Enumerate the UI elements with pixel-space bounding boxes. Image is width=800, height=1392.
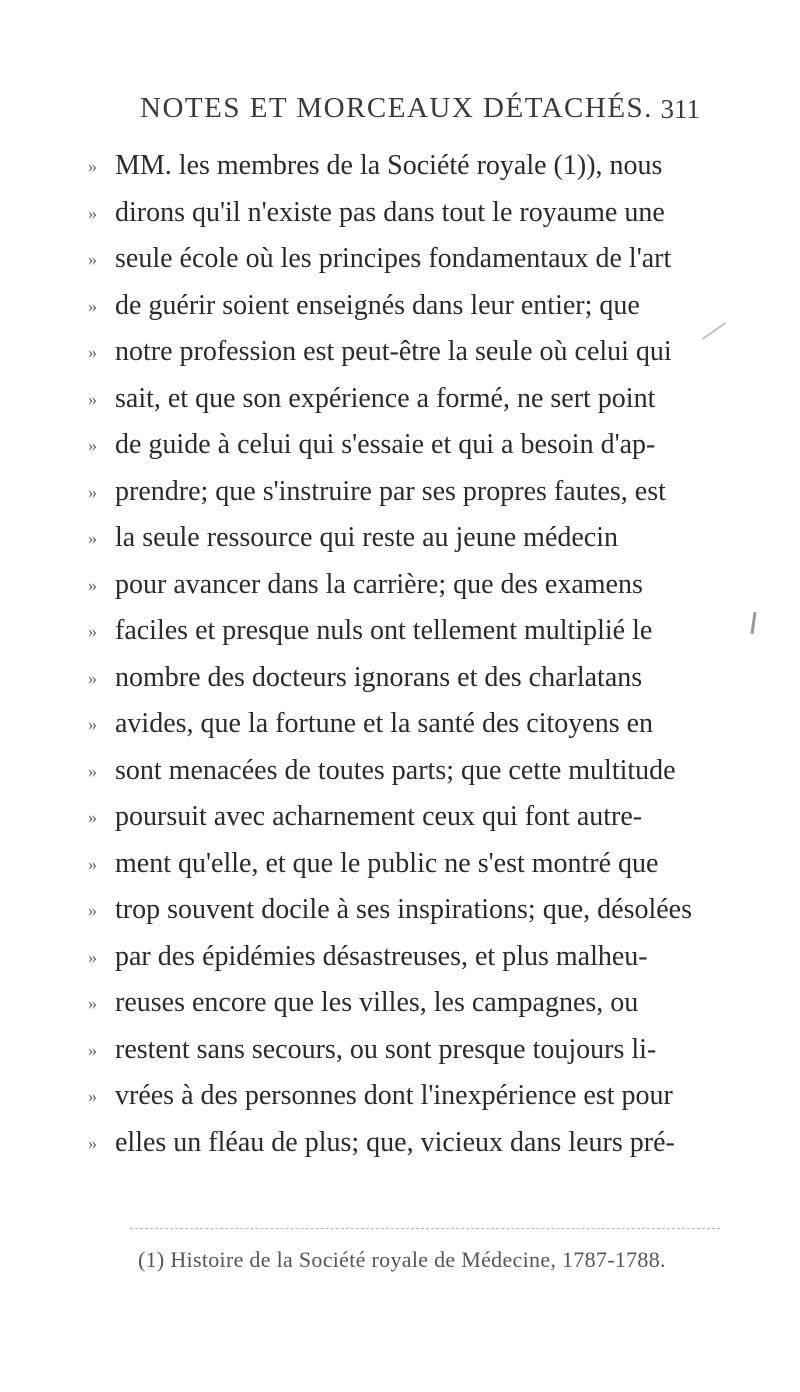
quotation-mark: » xyxy=(88,621,97,641)
line-text: ment qu'elle, et que le public ne s'est montré que xyxy=(115,847,659,879)
quotation-mark: » xyxy=(88,481,97,502)
quotation-mark: » xyxy=(88,853,97,874)
line-text: trop souvent docile à ses inspirations; que, désolées xyxy=(115,894,692,925)
text-line xyxy=(88,562,718,609)
text-line xyxy=(88,515,718,562)
text-line xyxy=(88,283,718,330)
text-line xyxy=(88,190,718,237)
line-text: restent sans secours, ou sont presque toujours li- xyxy=(115,1033,657,1065)
line-text: elles un fléau de plus; que, vicieux dans leurs pré- xyxy=(115,1126,675,1158)
page-number: 311 xyxy=(660,94,700,124)
quotation-mark: » xyxy=(88,249,97,269)
line-text: de guérir soient enseignés dans leur entier; que xyxy=(115,289,640,321)
text-line xyxy=(88,1120,718,1167)
text-line xyxy=(88,980,718,1027)
text-line xyxy=(88,143,718,190)
page-header xyxy=(140,92,700,136)
line-text: seule école où les principes fondamentaux de l'art xyxy=(115,243,672,274)
line-text: MM. les membres de la Société royale (1)), nous xyxy=(115,150,663,181)
text-line xyxy=(88,236,718,283)
quotation-mark: » xyxy=(88,667,97,688)
line-text: de guide à celui qui s'essaie et qui a besoin d'ap- xyxy=(115,429,656,460)
text-line xyxy=(88,608,718,655)
text-line xyxy=(88,655,718,702)
quotation-mark: » xyxy=(88,714,97,734)
text-line xyxy=(88,748,718,795)
quotation-mark: » xyxy=(88,528,97,548)
running-title: NOTES ET MORCEAUX DÉTACHÉS. xyxy=(140,92,653,124)
line-text: par des épidémies désastreuses, et plus malheu- xyxy=(115,940,648,972)
line-text: sait, et que son expérience a formé, ne sert point xyxy=(115,382,656,414)
quotation-mark: » xyxy=(88,435,97,455)
text-line xyxy=(88,794,718,841)
text-line xyxy=(88,841,718,888)
text-line xyxy=(88,469,718,516)
quotation-mark: » xyxy=(88,388,97,409)
text-line xyxy=(88,329,718,376)
quotation-mark: » xyxy=(88,1086,97,1106)
quotation-mark: » xyxy=(88,156,97,176)
line-text: reuses encore que les villes, les campagnes, ou xyxy=(115,987,639,1018)
line-text: nombre des docteurs ignorans et des charlatans xyxy=(115,661,643,693)
footnote-separator xyxy=(130,1228,720,1229)
line-text: dirons qu'il n'existe pas dans tout le royaume une xyxy=(115,196,665,228)
quotation-mark: » xyxy=(88,1132,97,1153)
quotation-mark: » xyxy=(88,946,97,967)
quotation-mark: » xyxy=(88,202,97,223)
ink-smudge xyxy=(750,612,756,634)
text-line xyxy=(88,701,718,748)
text-line xyxy=(88,1027,718,1074)
line-text: notre profession est peut-être la seule où celui qui xyxy=(115,336,672,367)
body-text xyxy=(88,143,718,1166)
quotation-mark: » xyxy=(88,574,97,595)
quotation-mark: » xyxy=(88,342,97,362)
text-line xyxy=(88,934,718,981)
quotation-mark: » xyxy=(88,1039,97,1060)
quotation-mark: » xyxy=(88,900,97,920)
line-text: pour avancer dans la carrière; que des examens xyxy=(115,568,643,600)
quotation-mark: » xyxy=(88,760,97,781)
text-line xyxy=(88,422,718,469)
text-line xyxy=(88,376,718,423)
line-text: la seule ressource qui reste au jeune médecin xyxy=(115,522,619,553)
quotation-mark: » xyxy=(88,807,97,827)
quotation-mark: » xyxy=(88,993,97,1013)
line-text: faciles et presque nuls ont tellement multiplié le xyxy=(115,615,653,646)
text-line xyxy=(88,1073,718,1120)
line-text: prendre; que s'instruire par ses propres fautes, est xyxy=(115,475,666,507)
line-text: avides, que la fortune et la santé des citoyens en xyxy=(115,708,654,739)
line-text: poursuit avec acharnement ceux qui font autre- xyxy=(115,801,643,832)
line-text: vrées à des personnes dont l'inexpérience est pour xyxy=(115,1080,673,1111)
line-text: sont menacées de toutes parts; que cette multitude xyxy=(115,754,676,786)
footnote: (1) Histoire de la Société royale de Médecine, 1787-1788. xyxy=(138,1247,666,1272)
text-line xyxy=(88,887,718,934)
quotation-mark: » xyxy=(88,295,97,316)
